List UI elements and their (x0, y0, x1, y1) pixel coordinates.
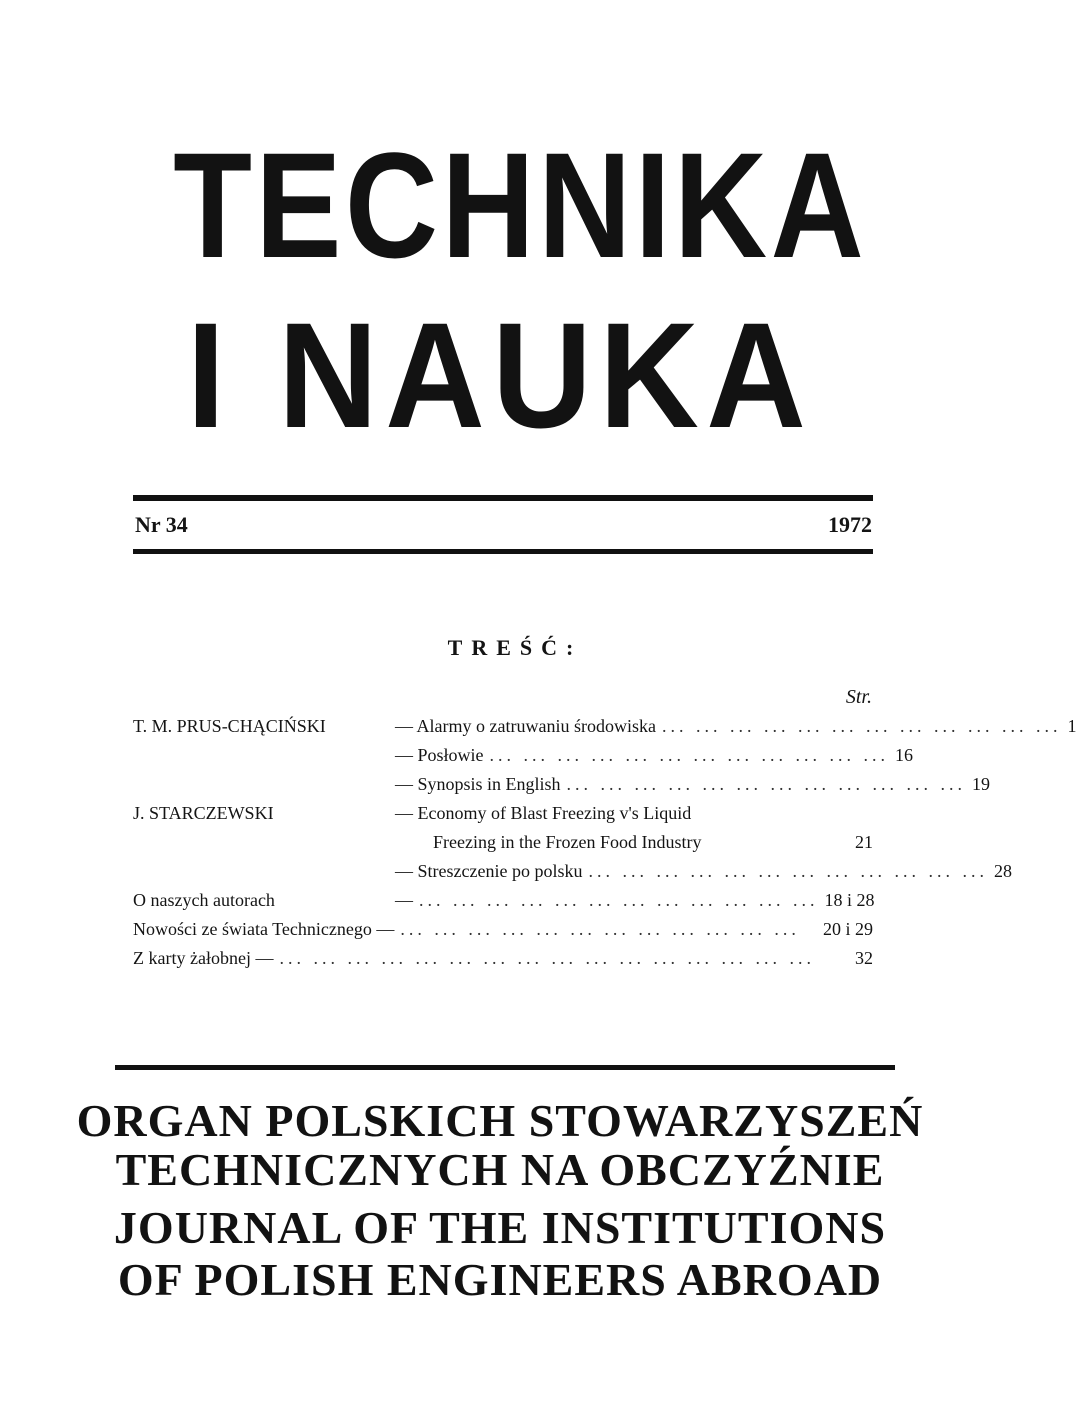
toc-leader: ... ... ... ... ... ... ... ... ... ... ... ... (661, 716, 1062, 736)
toc-row (133, 741, 914, 770)
toc-page: 21 (855, 832, 873, 852)
journal-line-english-1: JOURNAL OF THE INSTITUTIONS (113, 1202, 887, 1253)
organ-line-polish-2: TECHNICZNYCH NA OBCZYŹNIE (115, 1144, 885, 1195)
toc-entry (133, 944, 873, 973)
toc-entry (433, 828, 873, 857)
toc-title: — Posłowie (395, 745, 484, 765)
page-column-header: Str. (845, 686, 872, 708)
toc-title: Freezing in the Frozen Food Industry (433, 832, 702, 852)
toc-page: 1 (1067, 716, 1076, 736)
toc-leader: ... ... ... ... ... ... ... ... ... ... ... ... (489, 745, 890, 765)
toc-entry (395, 741, 914, 770)
toc-title: Nowości ze świata Technicznego — (133, 919, 395, 939)
toc-entry (395, 857, 1012, 886)
toc-leader: ... ... ... ... ... ... ... ... ... ... ... ... (566, 774, 967, 794)
toc-page: 32 (855, 948, 873, 968)
toc-author: J. STARCZEWSKI (133, 803, 274, 823)
organ-line-polish-1: ORGAN POLSKICH STOWARZYSZEŃ (76, 1095, 924, 1146)
toc-row (133, 915, 873, 944)
toc-title: — Alarmy o zatruwaniu środowiska (395, 716, 656, 736)
toc-page: 20 i 29 (822, 919, 873, 939)
toc-title: — Economy of Blast Freezing v's Liquid (395, 803, 692, 823)
toc-row (133, 799, 873, 828)
toc-row (133, 857, 1012, 886)
toc-leader: ... ... ... ... ... ... ... ... ... ... ... ... (400, 919, 800, 939)
toc-page: 19 (972, 774, 991, 794)
toc-entry (133, 915, 873, 944)
contents-heading: TREŚĆ: (447, 635, 583, 660)
toc-row (133, 712, 1076, 741)
toc-title: — (395, 890, 413, 910)
toc-leader: ... ... ... ... ... ... ... ... ... ... ... ... (588, 861, 988, 881)
toc-entry (395, 712, 1076, 741)
toc-title: — Synopsis in English (395, 774, 561, 794)
issue-divider (133, 549, 873, 554)
journal-line-english-2: OF POLISH ENGINEERS ABROAD (117, 1254, 883, 1305)
toc-row (133, 828, 873, 857)
toc-entry (395, 886, 873, 915)
toc-page: 28 (993, 861, 1012, 881)
issue-number: Nr 34 (135, 512, 188, 537)
toc-row (133, 886, 873, 915)
issue-year: 1972 (828, 512, 872, 537)
toc-row (133, 770, 991, 799)
toc-title: Z karty żałobnej — (133, 948, 274, 968)
toc-author: T. M. PRUS-CHĄCIŃSKI (133, 716, 326, 736)
toc-row (133, 944, 873, 973)
toc-leader (701, 828, 855, 857)
masthead-title-line2: I NAUKA (186, 291, 814, 459)
footer-divider (115, 1065, 895, 1070)
top-divider (133, 495, 873, 501)
masthead-title-line1: TECHNIKA (173, 121, 868, 289)
toc-entry (395, 770, 991, 799)
toc-page: 18 i 28 (824, 890, 875, 910)
toc-leader: ... ... ... ... ... ... ... ... ... ... ... ... (419, 890, 819, 910)
table-of-contents (133, 712, 1076, 973)
toc-title: — Streszczenie po polsku (395, 861, 583, 881)
toc-page: 16 (895, 745, 914, 765)
toc-leader: ... ... ... ... ... ... ... ... ... ... ... ... ... ... ... ... (279, 948, 815, 968)
toc-author: O naszych autorach (133, 890, 275, 910)
toc-entry (395, 799, 873, 828)
